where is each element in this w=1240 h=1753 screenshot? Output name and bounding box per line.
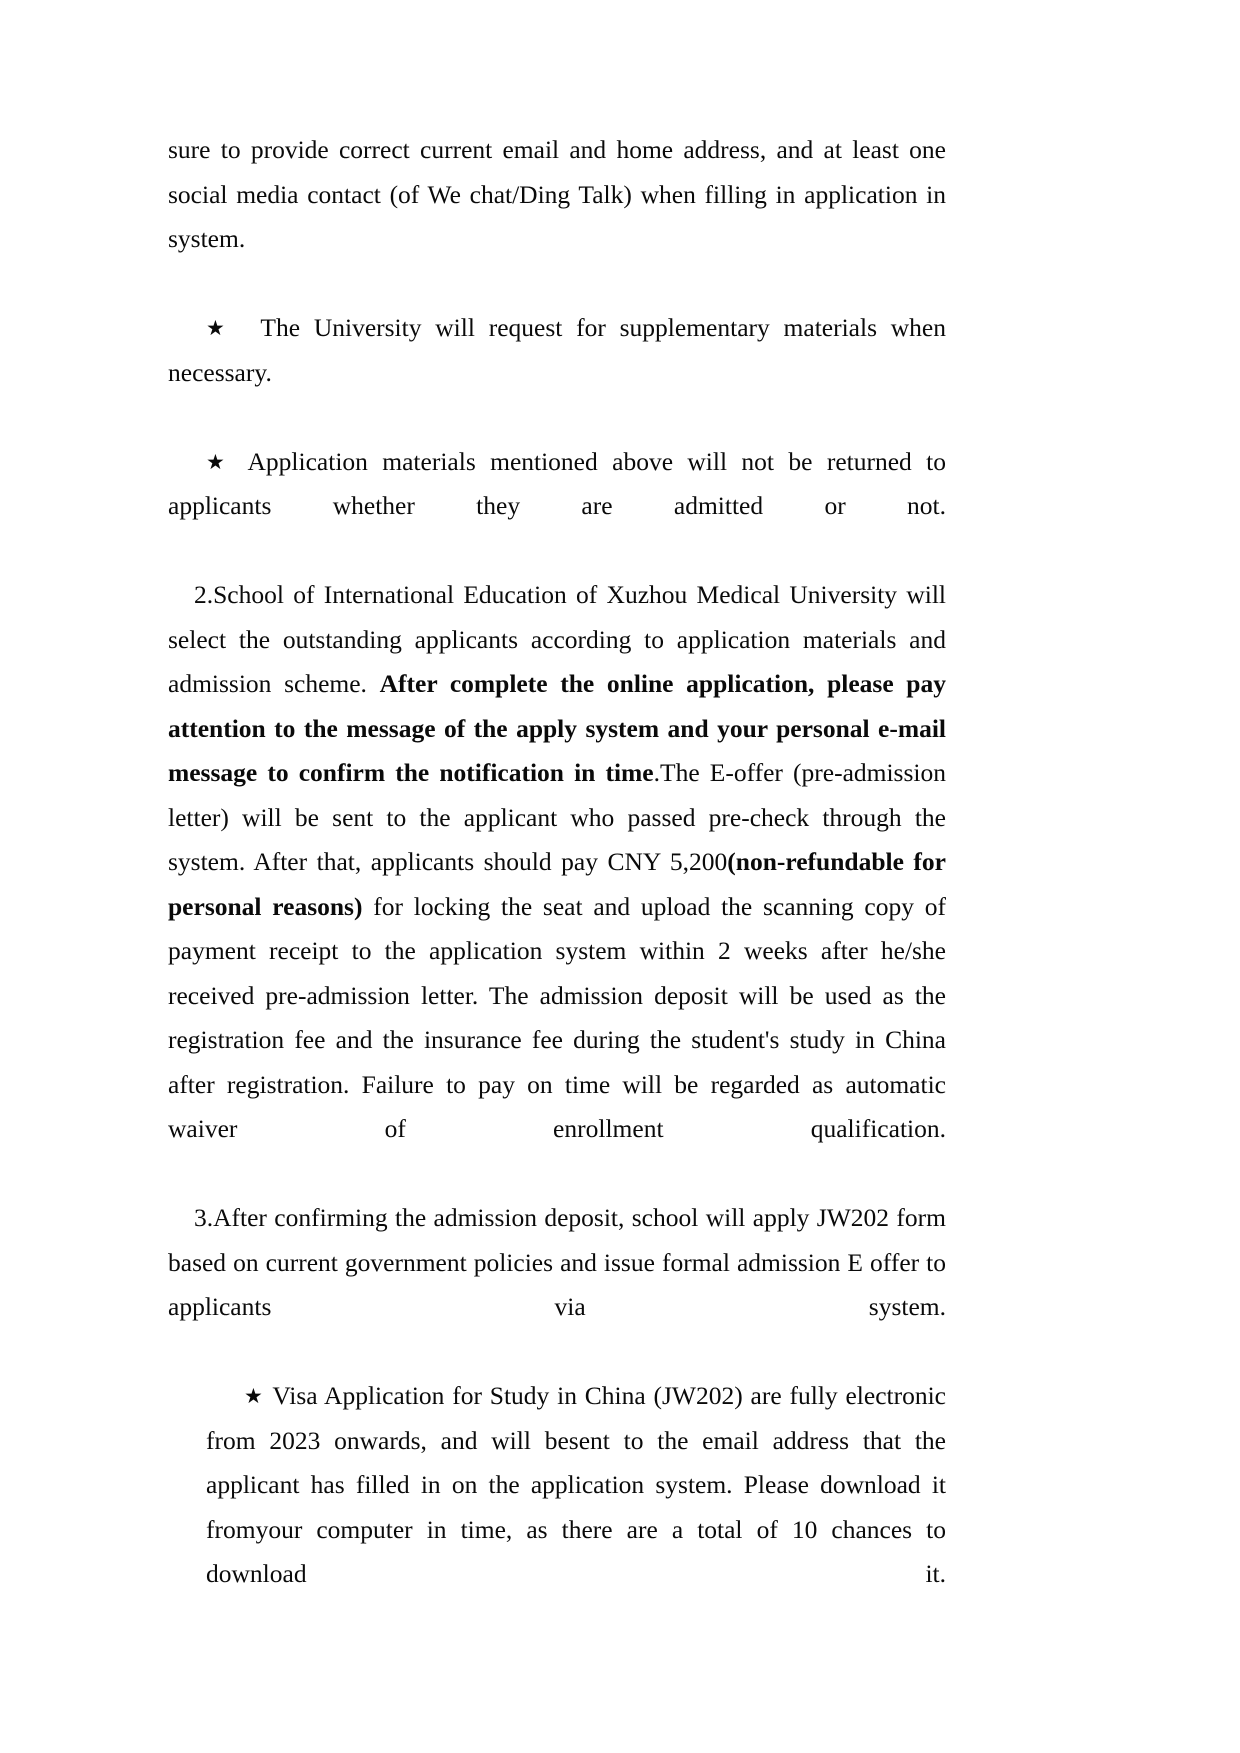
star-bullet-icon: ★ (206, 316, 233, 340)
paragraph-star-supplementary-materials (168, 306, 946, 440)
paragraph-text-part-3: for locking the seat and upload the scanning copy of payment receipt to the application system within 2 weeks after he/she received pre-admission letter. The admission deposit will be used as the registration fee and the insurance fee during the student's study in China after registration. Failure to pay on time will be regarded as automatic waiver of enrollment qualification. (168, 891, 946, 1143)
indented-block-visa-note (206, 1374, 946, 1641)
paragraph-text: Application materials mentioned above will not be returned to applicants whether they are admitted or not. (168, 446, 946, 520)
paragraph-text-part-2: .The E-offer (pre-admission letter) will be sent to the applicant who passed pre-check through the system. After that, applicants should pay CNY 5,200 (168, 758, 946, 876)
paragraph-text: The University will request for supplementary materials when necessary. (168, 313, 947, 387)
star-bullet-icon: ★ (206, 449, 233, 474)
paragraph-text-part-1: 2.School of International Education of Xuzhou Medical University will select the outstanding applicants according to application materials and admission scheme. (168, 580, 946, 698)
emphasis-confirm-notification: After complete the online application, please pay attention to the message of the apply system and your personal e-mail message to confirm the notification in time (168, 669, 946, 787)
paragraph-item-3-jw202-form (168, 1196, 946, 1374)
paragraph-continued-intro (168, 128, 946, 306)
emphasis-non-refundable: (non-refundable for personal reasons) (168, 847, 946, 921)
document-body (168, 128, 946, 1641)
paragraph-text: 3.After confirming the admission deposit, school will apply JW202 form based on current government policies and issue formal admission E offer to applicants via system. (168, 1203, 946, 1321)
paragraph-text: Visa Application for Study in China (JW202) are fully electronic from 2023 onwards, and will besent to the email address that the applicant has filled in on the application system. Please download it fromyour computer in time, as there are a total of 10 chances to download it. (206, 1381, 946, 1588)
paragraph-star-materials-not-returned (168, 440, 946, 574)
star-bullet-icon: ★ (244, 1384, 265, 1408)
paragraph-text: sure to provide correct current email and home address, and at least one social media contact (of We chat/Ding Talk) when filling in application in system. (168, 135, 946, 253)
paragraph-star-visa-application (206, 1374, 946, 1641)
paragraph-item-2-selection-and-deposit (168, 573, 946, 1196)
